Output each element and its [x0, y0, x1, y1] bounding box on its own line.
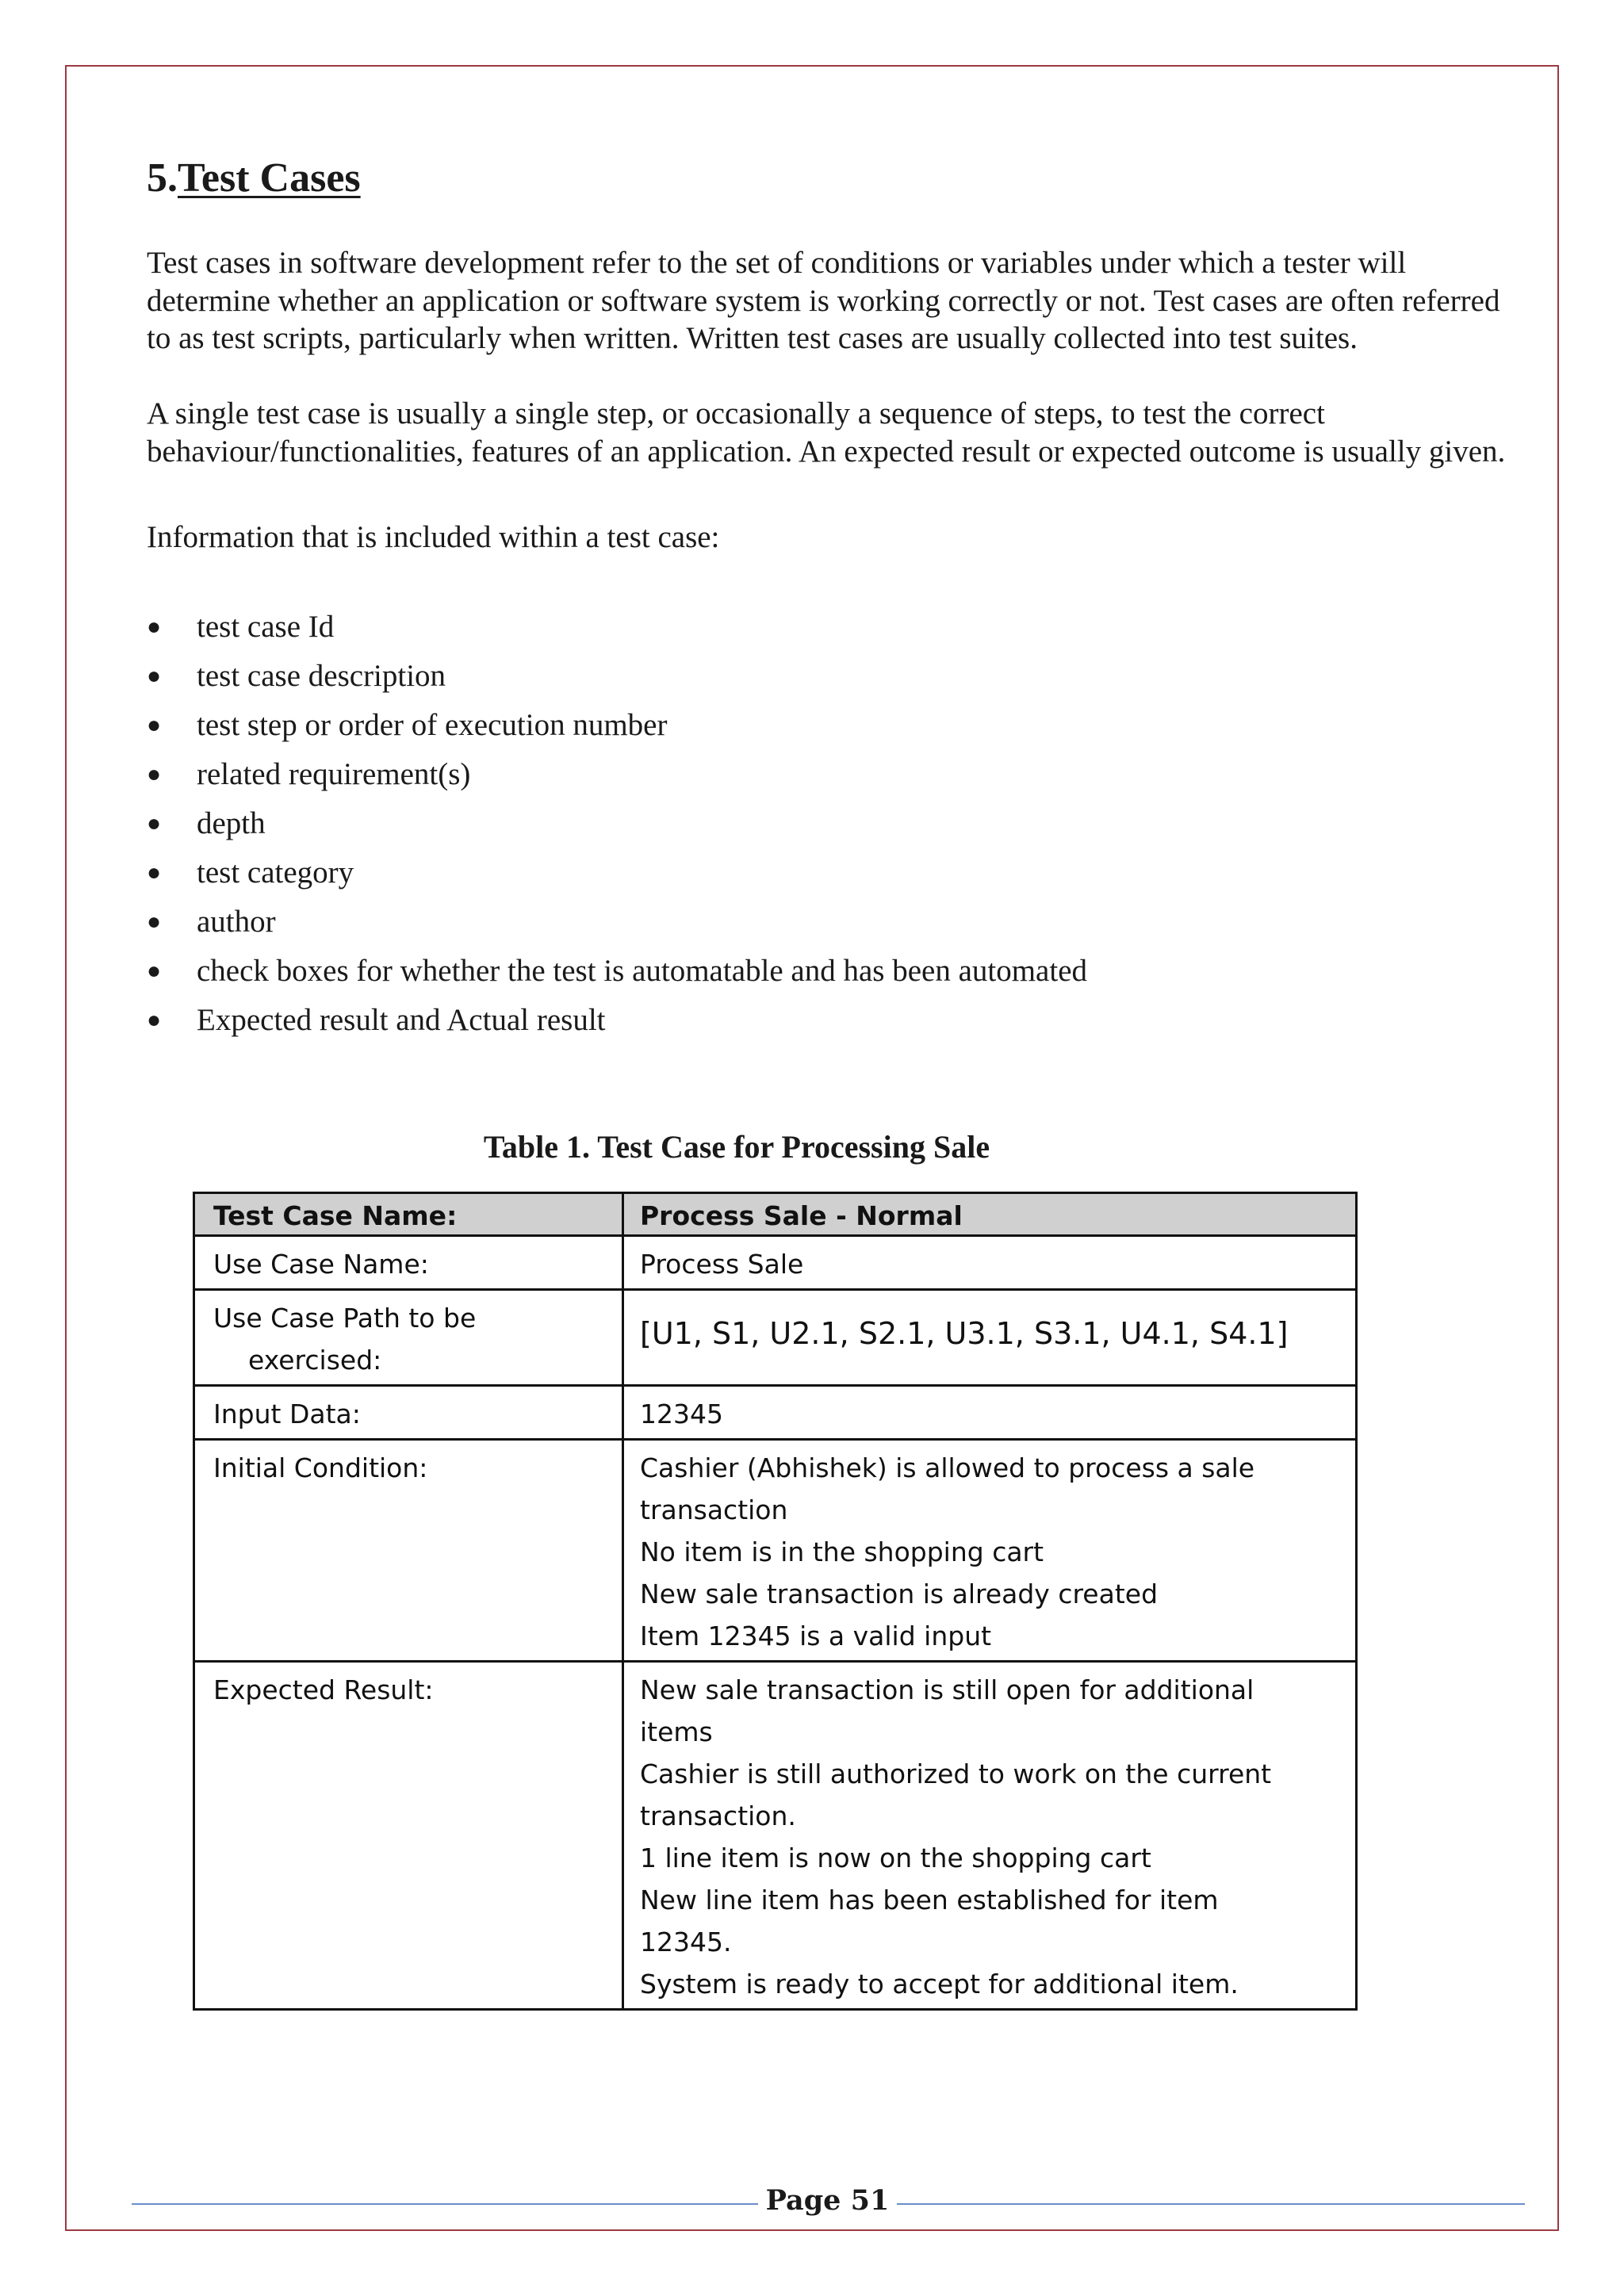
- bullet-icon: ●: [147, 859, 162, 886]
- test-case-name-label: Test Case Name:: [194, 1193, 623, 1236]
- table-row: [194, 1193, 1357, 1236]
- use-case-name-label: Use Case Name:: [194, 1236, 623, 1290]
- use-case-path-label: Use Case Path to be exercised:: [194, 1290, 623, 1386]
- bullet-icon: ●: [147, 958, 162, 984]
- section-heading: [147, 155, 361, 201]
- list-item: ● test case Id: [147, 603, 1087, 652]
- initial-condition-value: Cashier (Abhishek) is allowed to process a sale transaction No item is in the shopping cart New sale transaction is already created Item 12345 is a valid input: [623, 1440, 1357, 1662]
- list-item: ● test case description: [147, 652, 1087, 701]
- table-caption: Table 1. Test Case for Processing Sale: [483, 1129, 990, 1165]
- list-item: ● author: [147, 897, 1087, 947]
- table-row: [194, 1386, 1357, 1440]
- initial-condition-label: Initial Condition:: [194, 1440, 623, 1662]
- list-item: ● test category: [147, 848, 1087, 897]
- bullet-icon: ●: [147, 614, 162, 640]
- table-row: [194, 1290, 1357, 1386]
- bullet-icon: ●: [147, 1007, 162, 1033]
- list-item: ● depth: [147, 799, 1087, 848]
- use-case-path-value: [U1, S1, U2.1, S2.1, U3.1, S3.1, U4.1, S4.1]: [623, 1290, 1357, 1386]
- table-row: [194, 1236, 1357, 1290]
- info-bullet-list: [147, 603, 1087, 1045]
- test-case-paragraph: A single test case is usually a single step, or occasionally a sequence of steps, to test the correct behaviour/functionalities, features of an application. An expected result or expected outcome is usually given.: [147, 396, 1506, 469]
- expected-result-value: New sale transaction is still open for additional items Cashier is still authorized to work on the current transaction. 1 line item is now on the shopping cart New line item has been established for item 12345. System is ready to accept for additional item.: [623, 1662, 1357, 2010]
- list-item: ● Expected result and Actual result: [147, 996, 1087, 1045]
- intro-paragraph: Test cases in software development refer to the set of conditions or variables under which a tester will determine whether an application or software system is working correctly or not. Test cases are often referred to as test scripts, particularly when written. Written test cases are usually collected into test suites.: [147, 246, 1500, 355]
- input-data-label: Input Data:: [194, 1386, 623, 1440]
- list-item: ● check boxes for whether the test is automatable and has been automated: [147, 947, 1087, 996]
- footer-divider-left: [132, 2203, 758, 2205]
- test-case-name-value: Process Sale - Normal: [623, 1193, 1357, 1236]
- input-data-value: 12345: [623, 1386, 1357, 1440]
- section-title: Test Cases: [178, 155, 361, 201]
- page-number: Page 51: [765, 2184, 890, 2217]
- test-case-table: [193, 1192, 1358, 2011]
- info-lead-paragraph: Information that is included within a test case:: [147, 520, 720, 554]
- expected-result-label: Expected Result:: [194, 1662, 623, 2010]
- table-row: [194, 1662, 1357, 2010]
- use-case-name-value: Process Sale: [623, 1236, 1357, 1290]
- footer-divider-right: [897, 2203, 1525, 2205]
- list-item: ● related requirement(s): [147, 750, 1087, 799]
- bullet-icon: ●: [147, 712, 162, 738]
- bullet-icon: ●: [147, 761, 162, 787]
- table-row: [194, 1440, 1357, 1662]
- bullet-icon: ●: [147, 810, 162, 836]
- section-number: 5.: [147, 155, 178, 201]
- bullet-icon: ●: [147, 663, 162, 689]
- list-item: ● test step or order of execution number: [147, 701, 1087, 750]
- bullet-icon: ●: [147, 909, 162, 935]
